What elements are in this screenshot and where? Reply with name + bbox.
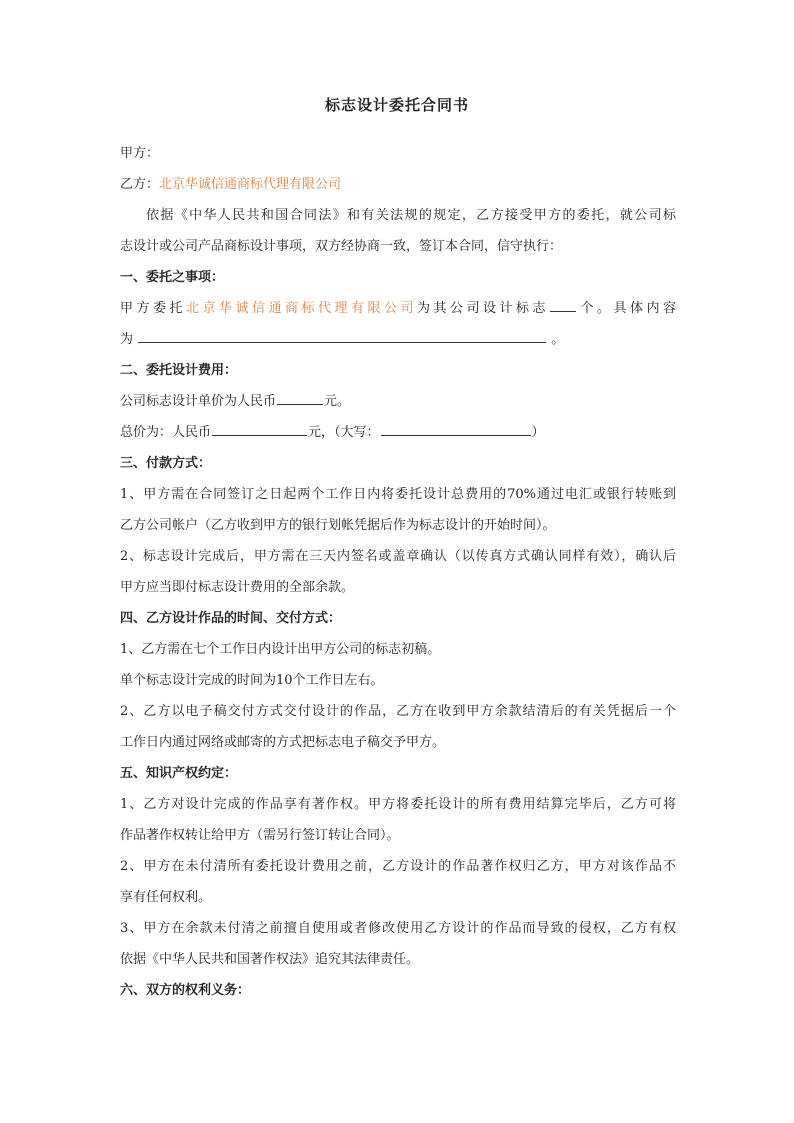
clause-line: 1、乙方需在七个工作日内设计出甲方公司的标志初稿。 [120,642,441,657]
section-heading: 六、双方的权利义务： [120,983,251,998]
party-b-name: 北京华诚信通商标代理有限公司 [186,301,417,316]
text: 元，（大写： [308,425,380,440]
clause-line: 工作日内通过网络或邮寄的方式把标志电子稿交予甲方。 [120,735,446,750]
text: 甲方委托 [120,301,186,316]
total-price-line [120,417,676,448]
text: 个。具体内容 [576,301,676,316]
clause-line: 作品著作权转让给甲方（需另行签订转让合同）。 [120,828,400,843]
total-price-blank[interactable] [212,418,307,436]
text: 。 [551,332,565,347]
clause-line: 1、甲方需在合同签订之日起两个工作日内将委托设计总费用的70%通过电汇或银行转账到 [120,487,676,502]
clause-line: 甲方应当即付标志设计费用的全部余款。 [120,580,355,595]
section-heading: 三、付款方式： [120,456,212,471]
text: 元。 [324,394,351,409]
s1-line-1 [120,293,676,324]
text: 为 [120,332,134,347]
unit-price-line [120,386,676,417]
contract-body [120,138,676,1006]
party-a-label: 甲方： [120,146,160,161]
text: 公司标志设计单价为人民币 [120,394,277,409]
intro-line: 依据《中华人民共和国合同法》和有关法规的规定，乙方接受甲方的委托，就公司标 [146,208,676,223]
section-heading: 二、委托设计费用： [120,363,238,378]
clause-line: 享有任何权利。 [120,890,212,905]
party-b-label: 乙方： [120,177,160,192]
clause-line: 2、乙方以电子稿交付方式交付设计的作品，乙方在收到甲方余款结清后的有关凭据后一个 [120,704,676,719]
text: 为其公司设计标志 [416,301,549,316]
document-title: 标志设计委托合同书 [324,96,469,114]
clause-line: 依据《中华人民共和国著作权法》追究其法律责任。 [120,952,420,967]
total-uppercase-blank[interactable] [381,418,531,436]
party-b-line [120,169,676,200]
clause-line: 1、乙方对设计完成的作品享有著作权。甲方将委托设计的所有费用结算完毕后，乙方可将 [120,797,676,812]
intro-line: 志设计或公司产品商标设计事项，双方经协商一致，签订本合同，信守执行： [120,239,563,254]
party-a-line [120,138,676,169]
s1-line-2 [120,324,676,355]
section-heading: 一、委托之事项： [120,270,225,285]
clause-line: 单个标志设计完成的时间为10个工作日左右。 [120,673,384,688]
text: 总价为：人民币 [120,425,212,440]
unit-price-blank[interactable] [277,387,323,405]
clause-line: 乙方公司帐户（乙方收到甲方的银行划帐凭据后作为标志设计的开始时间）。 [120,518,556,533]
section-heading: 五、知识产权约定： [120,766,238,781]
clause-line: 2、标志设计完成后，甲方需在三天内签名或盖章确认（以传真方式确认同样有效），确认后 [120,549,676,564]
section-heading: 四、乙方设计作品的时间、交付方式： [120,611,342,626]
party-b-name: 北京华诚信通商标代理有限公司 [159,177,342,192]
logo-count-blank[interactable] [550,294,576,312]
clause-line: 3、甲方在余款未付清之前擅自使用或者修改使用乙方设计的作品而导致的侵权，乙方有权 [120,921,676,936]
clause-line: 2、甲方在未付清所有委托设计费用之前，乙方设计的作品著作权归乙方，甲方对该作品不 [120,859,676,874]
content-blank[interactable] [138,325,546,343]
text: ） [531,425,545,440]
